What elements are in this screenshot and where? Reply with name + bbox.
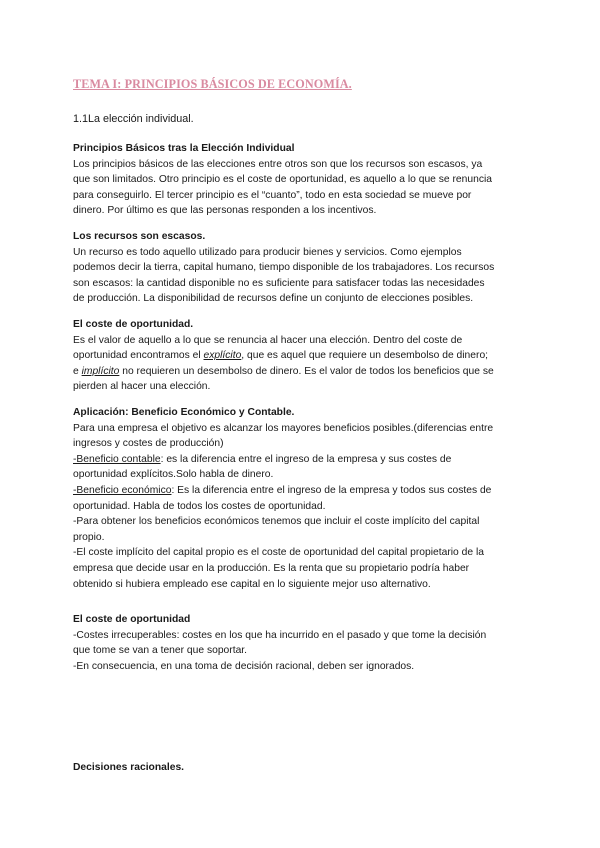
paragraph-line: para conseguirlo. El tercer principio es el “cuanto”, todo en esta sociedad se mueve por — [73, 189, 472, 201]
section-principios — [73, 141, 533, 219]
paragraph-line: -Costes irrecuperables: costes en los que ha incurrido en el pasado y que tome la decisión — [73, 629, 487, 641]
section-decisiones — [73, 760, 533, 776]
section-coste-oportunidad-2 — [73, 612, 533, 674]
section-aplicacion — [73, 405, 533, 592]
section-heading: El coste de oportunidad. — [73, 319, 194, 330]
page-title: TEMA I: PRINCIPIOS BÁSICOS DE ECONOMÍA. — [73, 77, 352, 91]
term-beneficio-contable: -Beneficio contable — [73, 453, 161, 465]
section-heading: El coste de oportunidad — [73, 614, 191, 625]
section-subtitle: 1.1La elección individual. — [73, 113, 194, 125]
paragraph-line: -Para obtener los beneficios económicos tenemos que incluir el coste implícito del capital — [73, 516, 480, 528]
section-heading: Aplicación: Beneficio Económico y Contable. — [73, 407, 295, 418]
section-coste-oportunidad — [73, 317, 533, 395]
paragraph-line: oportunidad. Habla de todos los costes de oportunidad. — [73, 500, 326, 512]
paragraph-line — [73, 364, 533, 380]
paragraph-line: -El coste implícito del capital propio es el coste de oportunidad del capital propietario de la — [73, 547, 484, 559]
term-implicito: implícito — [81, 365, 120, 377]
paragraph-line: oportunidad explícitos.Solo habla de dinero. — [73, 469, 274, 481]
paragraph-line: -En consecuencia, en una toma de decisión racional, deben ser ignorados. — [73, 660, 415, 672]
paragraph-line — [73, 483, 533, 499]
section-heading: Los recursos son escasos. — [73, 231, 206, 242]
text-run: , que es aquel que requiere un desembolso de dinero; — [241, 350, 489, 362]
paragraph-line: que son limitados. Otro principio es el coste de oportunidad, es aquello a lo que se renuncia — [73, 174, 492, 186]
section-heading: Decisiones racionales. — [73, 762, 185, 773]
paragraph-line: podemos decir la tierra, capital humano, tiempo disponible de los trabajadores. Los recursos — [73, 262, 495, 274]
paragraph-line — [73, 452, 533, 468]
paragraph-line: pierden al hacer una elección. — [73, 381, 211, 393]
paragraph-line: ingresos y costes de producción) — [73, 438, 224, 450]
text-run: e — [73, 365, 82, 377]
paragraph-line: propio. — [73, 531, 105, 543]
paragraph-line: Un recurso es todo aquello utilizado para producir bienes y servicios. Como ejemplos — [73, 246, 462, 258]
paragraph-line: de producción. La disponibilidad de recursos define un conjunto de elecciones posibles. — [73, 293, 474, 305]
text-run: : es la diferencia entre el ingreso de la empresa y sus costes de — [160, 453, 452, 465]
term-explicito: explícito — [203, 350, 242, 362]
term-beneficio-economico: -Beneficio económico — [73, 484, 172, 496]
paragraph-line: dinero. Por último es que las personas responden a los incentivos. — [73, 205, 377, 217]
text-run: : Es la diferencia entre el ingreso de la empresa y todos sus costes de — [171, 484, 492, 496]
text-run: no requieren un desembolso de dinero. Es el valor de todos los beneficios que se — [119, 365, 494, 377]
paragraph-line: que tome se van a tener que soportar. — [73, 645, 248, 657]
paragraph-line: Los principios básicos de las elecciones entre otros son que los recursos son escasos, ya — [73, 158, 483, 170]
section-recursos — [73, 229, 533, 307]
paragraph-line: obtenido si hubiera empleado ese capital en lo siguiente mejor uso alternativo. — [73, 578, 431, 590]
text-run: oportunidad encontramos el — [73, 350, 204, 362]
paragraph-line: Es el valor de aquello a lo que se renuncia al hacer una elección. Dentro del coste de — [73, 334, 463, 346]
paragraph-line: empresa que decide usar en la producción. Es la renta que su propietario podría haber — [73, 562, 470, 574]
paragraph-line: son escasos: la cantidad disponible no es suficiente para satisfacer todas las necesidades — [73, 277, 485, 289]
paragraph-line: Para una empresa el objetivo es alcanzar los mayores beneficios posibles.(diferencias entre — [73, 422, 494, 434]
section-heading: Principios Básicos tras la Elección Individual — [73, 143, 295, 154]
paragraph-line — [73, 348, 533, 364]
